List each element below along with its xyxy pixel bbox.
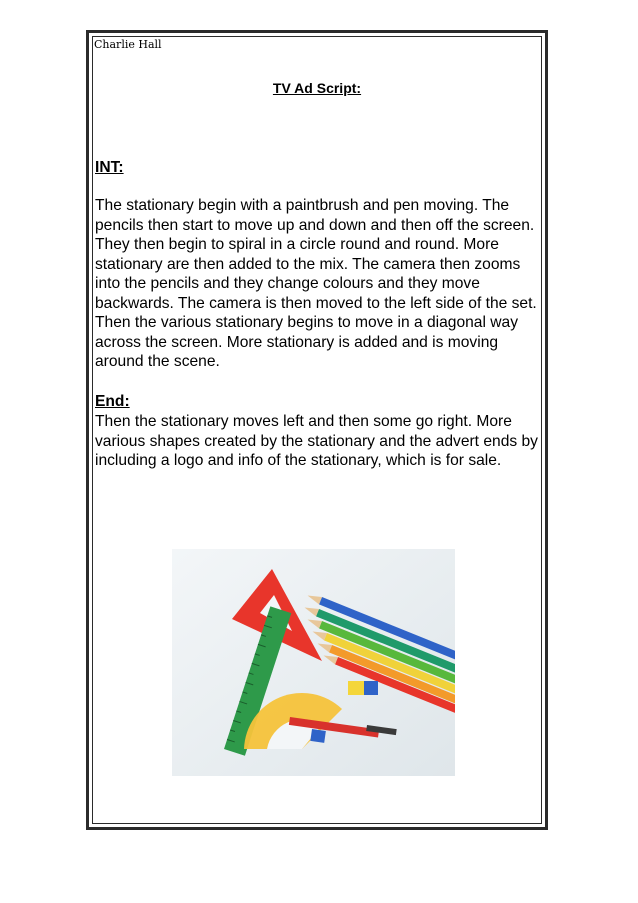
end-body: Then the stationary moves left and then some go right. More various shapes created by the stationary and the advert ends by including a logo and info of the stationary, which is for sale. [95,413,538,469]
stationery-image [172,549,455,776]
document-title: TV Ad Script: [272,80,362,96]
end-heading [95,392,541,412]
eraser-icon [348,681,378,695]
section-heading: End: [95,393,130,410]
section-heading: INT: [95,159,124,176]
author-name: Charlie Hall [94,38,162,51]
int-heading [95,158,541,178]
int-body: The stationary begin with a paintbrush and pen moving. The pencils then start to move up and down and then off the screen. They then begin to spiral in a circle round and round. More stationary are then added to the mix. The camera then zooms into the pencils and they change colours and they move backwards. The camera is then moved to the left side of the set. Then the various stationary begins to move in a diagonal way across the screen. More stationary is added and is moving around the scene. [95,197,537,370]
